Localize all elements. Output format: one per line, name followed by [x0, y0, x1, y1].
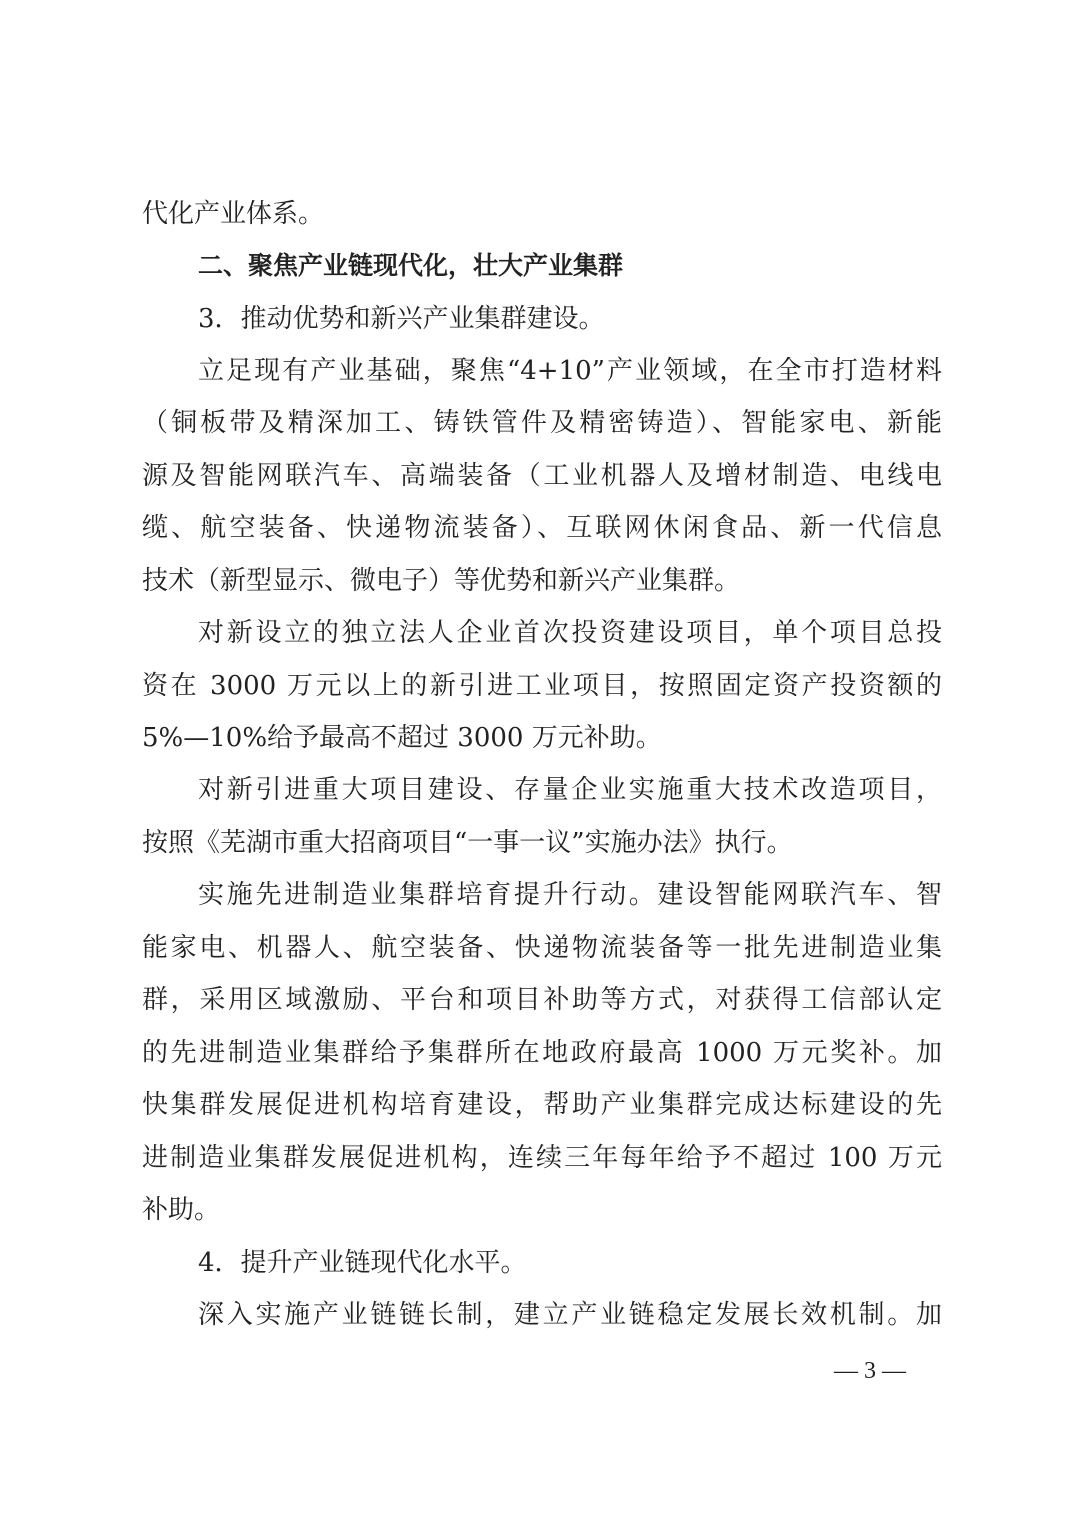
paragraph-line: 对新引进重大项目建设、存量企业实施重大技术改造项目，: [198, 775, 942, 805]
paragraph-line: 缆、航空装备、快递物流装备）、互联网休闲食品、新一代信息: [142, 513, 942, 543]
paragraph-line: 按照《芜湖市重大招商项目“一事一议”实施办法》执行。: [142, 828, 793, 858]
paragraph-line: 快集群发展促进机构培育建设，帮助产业集群完成达标建设的先: [142, 1090, 942, 1120]
paragraph-line: 深入实施产业链链长制，建立产业链稳定发展长效机制。加: [198, 1300, 942, 1330]
paragraph-line: 实施先进制造业集群培育提升行动。建设智能网联汽车、智: [198, 880, 942, 910]
page-number: — 3 —: [834, 1358, 906, 1384]
paragraph-line: 能家电、机器人、航空装备、快递物流装备等一批先进制造业集: [142, 933, 942, 963]
paragraph-line: 的先进制造业集群给予集群所在地政府最高 1000 万元奖补。加: [142, 1038, 942, 1068]
paragraph-line: 技术（新型显示、微电子）等优势和新兴产业集群。: [142, 566, 741, 596]
subsection-heading-4: 4．提升产业链现代化水平。: [198, 1248, 527, 1278]
paragraph-line: 对新设立的独立法人企业首次投资建设项目，单个项目总投: [198, 618, 942, 648]
paragraph-line: 群，采用区域激励、平台和项目补助等方式，对获得工信部认定: [142, 985, 942, 1015]
paragraph-line: 进制造业集群发展促进机构，连续三年每年给予不超过 100 万元: [142, 1143, 942, 1173]
paragraph-line: 立足现有产业基础，聚焦“4+10”产业领域，在全市打造材料: [198, 356, 942, 386]
paragraph-line: （铜板带及精深加工、铸铁管件及精密铸造）、智能家电、新能: [142, 408, 942, 438]
paragraph-line: 补助。: [142, 1195, 221, 1225]
paragraph-line: 5%—10%给予最高不超过 3000 万元补助。: [142, 723, 662, 753]
text-line-1: 代化产业体系。: [142, 199, 325, 229]
paragraph-line: 资在 3000 万元以上的新引进工业项目，按照固定资产投资额的: [142, 671, 942, 701]
subsection-heading-3: 3．推动优势和新兴产业集群建设。: [198, 304, 605, 334]
paragraph-line: 源及智能网联汽车、高端装备（工业机器人及增材制造、电线电: [142, 461, 942, 491]
section-heading: 二、聚焦产业链现代化，壮大产业集群: [198, 251, 624, 280]
